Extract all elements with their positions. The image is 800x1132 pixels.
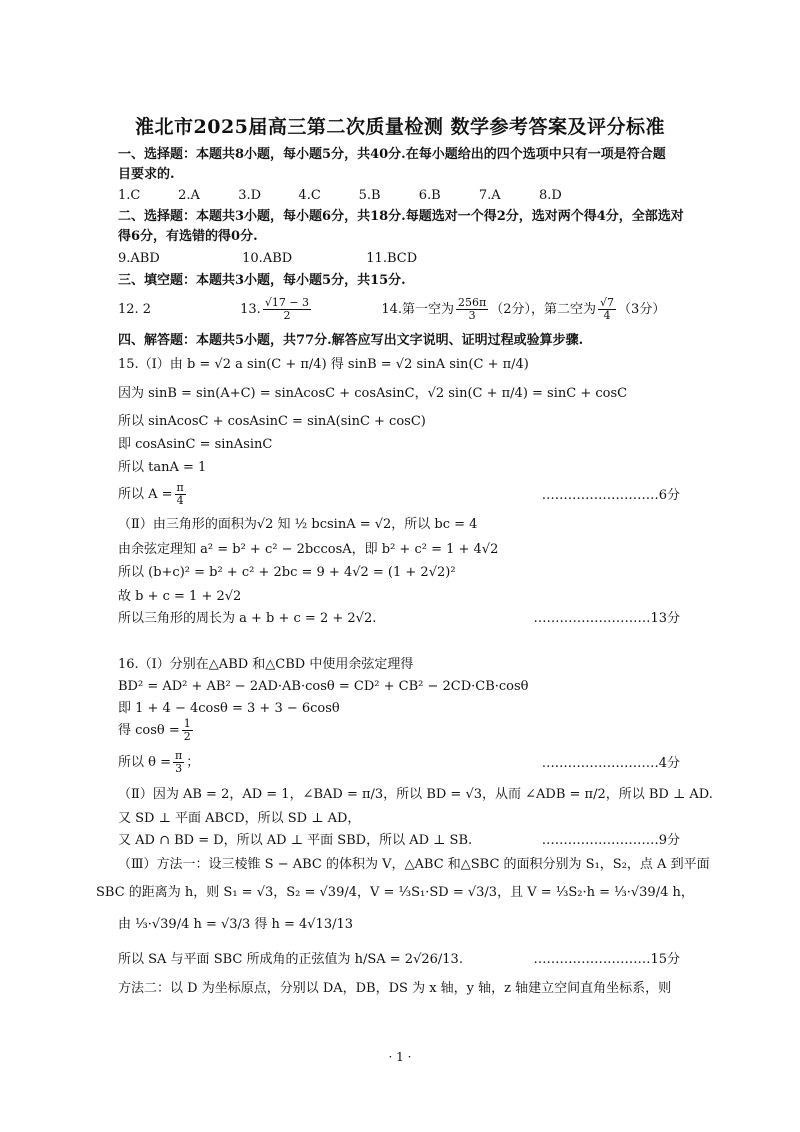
q16-line: 又 SD ⊥ 平面 ABCD，所以 SD ⊥ AD， — [118, 811, 361, 826]
q15-line: 故 b + c = 1 + 2√2 — [118, 589, 242, 604]
answer-item: 8.D — [538, 188, 562, 203]
section3-header: 三、填空题：本题共3小题，每小题5分，共15分. — [118, 273, 406, 288]
fill-in-answers — [118, 296, 698, 324]
answer-item: 10.ABD — [242, 251, 293, 266]
answer-item: 1.C — [118, 188, 141, 203]
q16-line: （Ⅱ）因为 AB = 2，AD = 1，∠BAD = π/3，所以 BD = √3，从而 ∠ADB = π/2，所以 BD ⊥ AD. — [118, 787, 713, 802]
q16-line: BD² = AD² + AB² − 2AD·AB·cosθ = CD² + CB² − 2CD·CB·cosθ — [118, 679, 529, 694]
section2-header-cont: 得6分，有选错的得0分. — [118, 229, 258, 244]
score-marker: ………………………15分 — [533, 952, 680, 967]
q16-line: SBC 的距离为 h，则 S₁ = √3，S₂ = √39/4，V = ⅓S₁·SD = √3/3，且 V = ⅓S₂·h = ⅓·√39/4 h， — [96, 885, 694, 900]
q16-line: 所以 θ = $\frac{\pi}{3}$ ； — [118, 749, 200, 775]
page-number: · 1 · — [388, 1050, 412, 1064]
answer-14-fraction-1: $\frac{256\pi}{3}$ — [458, 296, 487, 322]
answer-13-fraction: $\frac{√17 - 3}{2}$ — [264, 296, 310, 322]
q16-line: 即 1 + 4 − 4cosθ = 3 + 3 − 6cosθ — [118, 701, 340, 716]
answer-13-label: 13. — [240, 302, 261, 317]
q15-line: 因为 sinB = sin(A+C) = sinAcosC + cosAsinC，√2 sin(C + π/4) = sinC + cosC — [118, 386, 628, 401]
page-title: 淮北市2025届高三第二次质量检测 数学参考答案及评分标准 — [135, 116, 665, 138]
answer-item: 6.B — [418, 188, 441, 203]
q15-line: 由余弦定理知 a² = b² + c² − 2bccosA，即 b² + c² = 1 + 4√2 — [118, 542, 499, 557]
q16-line: 方法二：以 D 为坐标原点，分别以 DA，DB，DS 为 x 轴，y 轴，z 轴建立空间直角坐标系，则 — [118, 981, 672, 996]
q15-line: （Ⅱ）由三角形的面积为√2 知 ½ bcsinA = √2，所以 bc = 4 — [118, 517, 478, 532]
answer-item: 2.A — [178, 188, 200, 203]
q16-line: 16.（Ⅰ）分别在△ABD 和△CBD 中使用余弦定理得 — [118, 657, 414, 672]
q15-line: 所以 A = $\frac{\pi}{4}$ — [118, 481, 184, 507]
score-marker: ………………………9分 — [541, 833, 680, 848]
q16-line: 得 cosθ = $\frac{1}{2}$ — [118, 717, 191, 743]
score-marker: ………………………6分 — [541, 488, 680, 503]
answer-14-part: （2分），第二空为 — [490, 302, 597, 317]
multi-choice-answers — [118, 250, 698, 268]
section1-header: 一、选择题：本题共8小题，每小题5分，共40分.在每小题给出的四个选项中只有一项是符合题 — [118, 147, 666, 162]
q15-line: 所以 (b+c)² = b² + c² + 2bc = 9 + 4√2 = (1 + 2√2)² — [118, 565, 456, 580]
fraction: $\frac{\pi}{3}$ — [174, 749, 183, 775]
q16-line: 所以 SA 与平面 SBC 所成角的正弦值为 h/SA = 2√26/13. — [118, 952, 463, 967]
answer-item: 11.BCD — [366, 251, 418, 266]
answer-item: 7.A — [478, 188, 501, 203]
q15-line: 所以 tanA = 1 — [118, 460, 207, 475]
answer-item: 9.ABD — [118, 251, 160, 266]
answer-14-part: （3分） — [618, 302, 666, 317]
q15-line: 15.（Ⅰ）由 b = √2 a sin(C + π/4) 得 sinB = √2 sinA sin(C + π/4) — [118, 357, 529, 372]
q15-line: 即 cosAsinC = sinAsinC — [118, 437, 273, 452]
answer-item: 5.B — [358, 188, 381, 203]
answer-14-fraction-2: $\frac{√7}{4}$ — [600, 296, 615, 322]
q15-line: 所以 sinAcosC + cosAsinC = sinA(sinC + cosC) — [118, 414, 426, 429]
q16-line: 由 ⅓·√39/4 h = √3/3 得 h = 4√13/13 — [118, 917, 354, 932]
section4-header: 四、解答题：本题共5小题，共77分.解答应写出文字说明、证明过程或验算步骤. — [118, 333, 584, 348]
score-marker: ………………………13分 — [533, 611, 680, 626]
answer-12: 12. 2 — [118, 302, 152, 317]
score-marker: ………………………4分 — [541, 756, 680, 771]
q16-line: 又 AD ∩ BD = D，所以 AD ⊥ 平面 SBD，所以 AD ⊥ SB. — [118, 833, 473, 848]
answer-14-part: 14.第一空为 — [381, 302, 455, 317]
q15-line: 所以三角形的周长为 a + b + c = 2 + 2√2. — [118, 611, 377, 626]
fraction: $\frac{\pi}{4}$ — [176, 481, 184, 507]
choice-answers — [118, 187, 698, 205]
answer-item: 4.C — [298, 188, 321, 203]
q16-line: （Ⅲ）方法一：设三棱锥 S − ABC 的体积为 V，△ABC 和△SBC 的面积分别为 S₁，S₂，点 A 到平面 — [118, 857, 710, 872]
section2-header: 二、选择题：本题共3小题，每小题6分，共18分.每题选对一个得2分，选对两个得4分，全部选对 — [118, 209, 684, 224]
fraction: $\frac{1}{2}$ — [183, 717, 191, 743]
section1-header-cont: 目要求的. — [118, 167, 175, 182]
answer-item: 3.D — [238, 188, 262, 203]
